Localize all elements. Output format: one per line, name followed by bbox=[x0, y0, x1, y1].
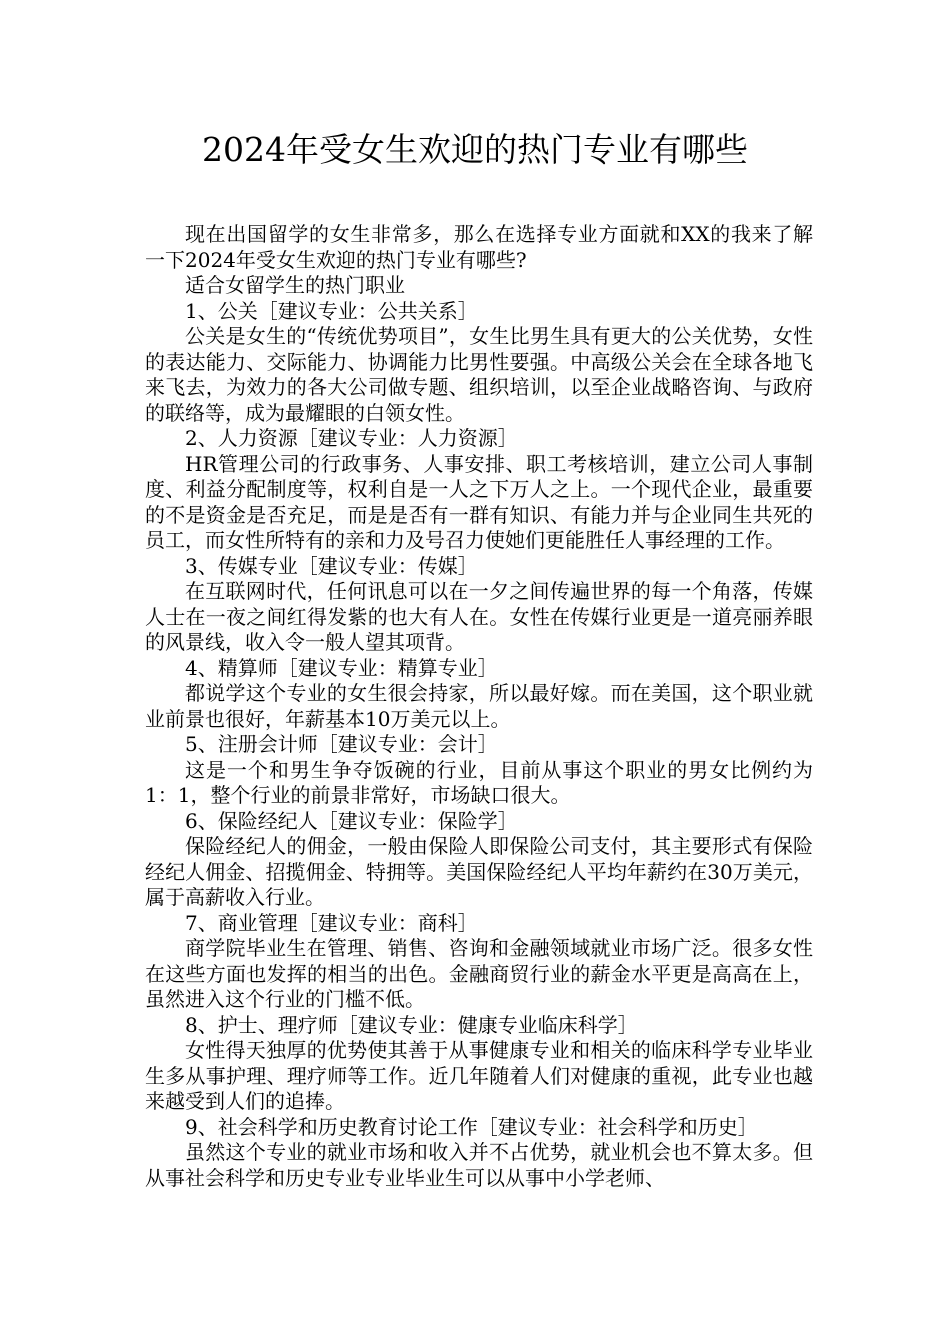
item-text-1: 公关是女生的“传统优势项目”，女生比男生具有更大的公关优势，女性的表达能力、交际能力、协调能力比男性要强。中高级公关会在全球各地飞来飞去，为效力的各大公司做专题、组织培训，以至企业战略咨询、与政府的联络等，成为最耀眼的白领女性。 bbox=[145, 324, 813, 425]
item-heading-6: 6、保险经纪人［建议专业：保险学］ bbox=[185, 808, 518, 833]
item-text-8: 女性得天独厚的优势使其善于从事健康专业和相关的临床科学专业毕业生多从事护理、理疗师等工作。近几年随着人们对健康的重视，此专业也越来越受到人们的追捧。 bbox=[145, 1038, 813, 1113]
item-text-6: 保险经纪人的佣金，一般由保险人即保险公司支付，其主要形式有保险经纪人佣金、招揽佣金、特拥等。美国保险经纪人平均年薪约在30万美元，属于高薪收入行业。 bbox=[145, 834, 813, 909]
item-heading-1: 1、公关［建议专业：公共关系］ bbox=[185, 298, 478, 323]
item-text-9: 虽然这个专业的就业市场和收入并不占优势，就业机会也不算太多。但从事社会科学和历史专业专业毕业生可以从事中小学老师、 bbox=[145, 1140, 813, 1190]
item-text-5: 这是一个和男生争夺饭碗的行业，目前从事这个职业的男女比例约为1：1，整个行业的前景非常好，市场缺口很大。 bbox=[145, 757, 813, 807]
paragraph-intro: 现在出国留学的女生非常多，那么在选择专业方面就和XX的我来了解一下2024年受女生欢迎的热门专业有哪些? bbox=[145, 222, 813, 272]
item-text-3: 在互联网时代，任何讯息可以在一夕之间传遍世界的每一个角落，传媒人士在一夜之间红得发紫的也大有人在。女性在传媒行业更是一道亮丽养眼的风景线，收入令一般人望其项背。 bbox=[145, 579, 813, 654]
item-heading-2: 2、人力资源［建议专业：人力资源］ bbox=[185, 426, 518, 450]
item-heading-8: 8、护士、理疗师［建议专业：健康专业临床科学］ bbox=[185, 1012, 638, 1037]
item-heading-9: 9、社会科学和历史教育讨论工作［建议专业：社会科学和历史］ bbox=[185, 1114, 758, 1139]
document-body bbox=[145, 222, 813, 1191]
item-text-4: 都说学这个专业的女生很会持家，所以最好嫁。而在美国，这个职业就业前景也很好，年薪基本10万美元以上。 bbox=[145, 681, 813, 731]
item-heading-7: 7、商业管理［建议专业：商科］ bbox=[185, 910, 478, 935]
item-heading-4: 4、精算师［建议专业：精算专业］ bbox=[185, 655, 498, 680]
item-text-2: HR管理公司的行政事务、人事安排、职工考核培训，建立公司人事制度、利益分配制度等，权利自是一人之下万人之上。一个现代企业，最重要的不是资金是否充足，而是是否有一群有知识、有能力并与企业同生共死的员工，而女性所特有的亲和力及号召力使她们更能胜任人事经理的工作。 bbox=[145, 451, 813, 552]
document-title: 2024年受女生欢迎的热门专业有哪些 bbox=[202, 130, 748, 169]
item-text-7: 商学院毕业生在管理、销售、咨询和金融领域就业市场广泛。很多女性在这些方面也发挥的相当的出色。金融商贸行业的薪金水平更是高高在上，虽然进入这个行业的门槛不低。 bbox=[145, 936, 813, 1011]
item-heading-3: 3、传媒专业［建议专业：传媒］ bbox=[185, 553, 478, 578]
section-heading: 适合女留学生的热门职业 bbox=[185, 273, 405, 297]
item-heading-5: 5、注册会计师［建议专业：会计］ bbox=[185, 732, 498, 756]
